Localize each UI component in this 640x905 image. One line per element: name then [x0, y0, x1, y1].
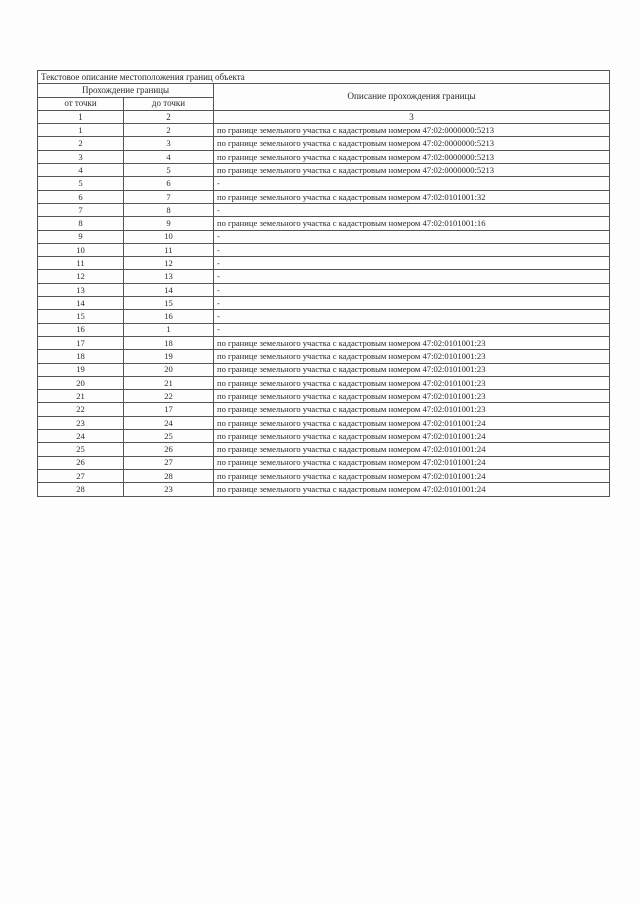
- from-point-cell: 24: [38, 430, 124, 443]
- description-cell: по границе земельного участка с кадастровым номером 47:02:0101001:24: [214, 430, 610, 443]
- table-row: [38, 403, 610, 416]
- from-point-cell: 16: [38, 323, 124, 336]
- description-cell: -: [214, 270, 610, 283]
- table-row: [38, 283, 610, 296]
- to-point-cell: 7: [124, 190, 214, 203]
- from-point-cell: 2: [38, 137, 124, 150]
- from-point-cell: 20: [38, 376, 124, 389]
- description-cell: по границе земельного участка с кадастровым номером 47:02:0101001:24: [214, 456, 610, 469]
- from-point-cell: 27: [38, 469, 124, 482]
- from-point-cell: 26: [38, 456, 124, 469]
- table-caption-row: [38, 71, 610, 84]
- to-point-cell: 6: [124, 177, 214, 190]
- table-row: [38, 443, 610, 456]
- description-cell: -: [214, 243, 610, 256]
- description-cell: по границе земельного участка с кадастровым номером 47:02:0101001:23: [214, 376, 610, 389]
- table-caption: Текстовое описание местоположения границ объекта: [38, 71, 610, 84]
- table-row: [38, 190, 610, 203]
- from-point-cell: 12: [38, 270, 124, 283]
- table-row: [38, 456, 610, 469]
- table-row: [38, 124, 610, 137]
- description-cell: по границе земельного участка с кадастровым номером 47:02:0101001:23: [214, 363, 610, 376]
- table-row: [38, 297, 610, 310]
- to-point-cell: 8: [124, 203, 214, 216]
- to-point-cell: 27: [124, 456, 214, 469]
- from-point-cell: 21: [38, 390, 124, 403]
- description-cell: по границе земельного участка с кадастровым номером 47:02:0000000:5213: [214, 124, 610, 137]
- header-to-point: до точки: [124, 97, 214, 110]
- table-row: [38, 217, 610, 230]
- to-point-cell: 20: [124, 363, 214, 376]
- to-point-cell: 13: [124, 270, 214, 283]
- table-row: [38, 323, 610, 336]
- table-row: [38, 177, 610, 190]
- description-cell: по границе земельного участка с кадастровым номером 47:02:0101001:23: [214, 403, 610, 416]
- table-row: [38, 310, 610, 323]
- description-cell: по границе земельного участка с кадастровым номером 47:02:0101001:24: [214, 443, 610, 456]
- description-cell: -: [214, 297, 610, 310]
- from-point-cell: 11: [38, 257, 124, 270]
- description-cell: -: [214, 203, 610, 216]
- to-point-cell: 26: [124, 443, 214, 456]
- description-cell: по границе земельного участка с кадастровым номером 47:02:0000000:5213: [214, 150, 610, 163]
- description-cell: -: [214, 257, 610, 270]
- to-point-cell: 15: [124, 297, 214, 310]
- from-point-cell: 4: [38, 164, 124, 177]
- from-point-cell: 22: [38, 403, 124, 416]
- table-row: [38, 164, 610, 177]
- to-point-cell: 4: [124, 150, 214, 163]
- to-point-cell: 3: [124, 137, 214, 150]
- from-point-cell: 1: [38, 124, 124, 137]
- header-row-1: [38, 84, 610, 97]
- to-point-cell: 21: [124, 376, 214, 389]
- table-row: [38, 150, 610, 163]
- from-point-cell: 28: [38, 483, 124, 496]
- header-boundary-passage: Прохождение границы: [38, 84, 214, 97]
- from-point-cell: 9: [38, 230, 124, 243]
- from-point-cell: 10: [38, 243, 124, 256]
- to-point-cell: 24: [124, 416, 214, 429]
- from-point-cell: 6: [38, 190, 124, 203]
- from-point-cell: 5: [38, 177, 124, 190]
- description-cell: по границе земельного участка с кадастровым номером 47:02:0101001:23: [214, 336, 610, 349]
- from-point-cell: 15: [38, 310, 124, 323]
- description-cell: -: [214, 230, 610, 243]
- description-cell: по границе земельного участка с кадастровым номером 47:02:0101001:24: [214, 469, 610, 482]
- header-description: Описание прохождения границы: [214, 84, 610, 111]
- from-point-cell: 3: [38, 150, 124, 163]
- to-point-cell: 1: [124, 323, 214, 336]
- table-row: [38, 469, 610, 482]
- from-point-cell: 7: [38, 203, 124, 216]
- description-cell: -: [214, 323, 610, 336]
- table-row: [38, 230, 610, 243]
- to-point-cell: 25: [124, 430, 214, 443]
- to-point-cell: 5: [124, 164, 214, 177]
- from-point-cell: 8: [38, 217, 124, 230]
- description-cell: по границе земельного участка с кадастровым номером 47:02:0101001:23: [214, 350, 610, 363]
- description-cell: по границе земельного участка с кадастровым номером 47:02:0101001:16: [214, 217, 610, 230]
- table-row: [38, 203, 610, 216]
- to-point-cell: 19: [124, 350, 214, 363]
- table-row: [38, 137, 610, 150]
- to-point-cell: 17: [124, 403, 214, 416]
- from-point-cell: 17: [38, 336, 124, 349]
- table-row: [38, 257, 610, 270]
- table-row: [38, 376, 610, 389]
- from-point-cell: 19: [38, 363, 124, 376]
- to-point-cell: 12: [124, 257, 214, 270]
- to-point-cell: 10: [124, 230, 214, 243]
- to-point-cell: 11: [124, 243, 214, 256]
- to-point-cell: 14: [124, 283, 214, 296]
- table-row: [38, 390, 610, 403]
- from-point-cell: 23: [38, 416, 124, 429]
- to-point-cell: 23: [124, 483, 214, 496]
- table-row: [38, 483, 610, 496]
- description-cell: -: [214, 310, 610, 323]
- from-point-cell: 25: [38, 443, 124, 456]
- column-number-2: 2: [124, 110, 214, 123]
- to-point-cell: 18: [124, 336, 214, 349]
- description-cell: по границе земельного участка с кадастровым номером 47:02:0101001:32: [214, 190, 610, 203]
- boundary-description-table: [37, 70, 610, 497]
- description-cell: по границе земельного участка с кадастровым номером 47:02:0000000:5213: [214, 137, 610, 150]
- description-cell: -: [214, 283, 610, 296]
- from-point-cell: 14: [38, 297, 124, 310]
- column-number-3: 3: [214, 110, 610, 123]
- to-point-cell: 16: [124, 310, 214, 323]
- description-cell: по границе земельного участка с кадастровым номером 47:02:0000000:5213: [214, 164, 610, 177]
- table-row: [38, 363, 610, 376]
- table-row: [38, 243, 610, 256]
- from-point-cell: 13: [38, 283, 124, 296]
- header-from-point: от точки: [38, 97, 124, 110]
- description-cell: -: [214, 177, 610, 190]
- to-point-cell: 22: [124, 390, 214, 403]
- column-number-1: 1: [38, 110, 124, 123]
- description-cell: по границе земельного участка с кадастровым номером 47:02:0101001:23: [214, 390, 610, 403]
- table-row: [38, 350, 610, 363]
- table-row: [38, 270, 610, 283]
- table-row: [38, 416, 610, 429]
- description-cell: по границе земельного участка с кадастровым номером 47:02:0101001:24: [214, 416, 610, 429]
- to-point-cell: 2: [124, 124, 214, 137]
- table-row: [38, 430, 610, 443]
- to-point-cell: 9: [124, 217, 214, 230]
- description-cell: по границе земельного участка с кадастровым номером 47:02:0101001:24: [214, 483, 610, 496]
- table-row: [38, 336, 610, 349]
- from-point-cell: 18: [38, 350, 124, 363]
- column-number-row: [38, 110, 610, 123]
- to-point-cell: 28: [124, 469, 214, 482]
